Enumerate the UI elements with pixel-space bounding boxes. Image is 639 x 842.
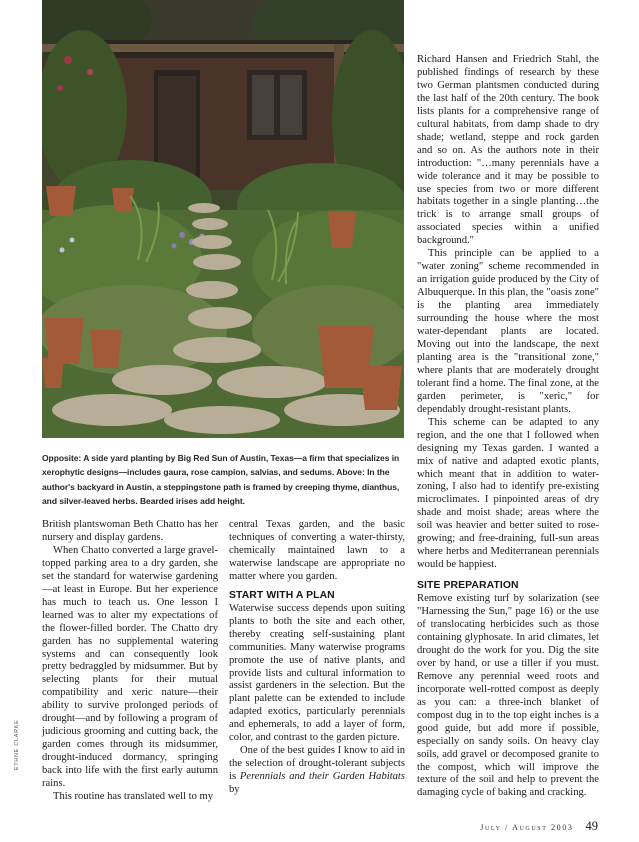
paragraph: When Chatto converted a large gravel-topped parking area to a dry garden, she set the standard for waterwise gardening—at least in Europe. But her experience has much to teach us. One lesson I learned was to alter my expectations of the flower-filled border. The Chatto dry garden has no supplemental watering systems and can consequently look pretty bedraggled by midsummer. But by selecting plants for their mutual compatibility and xeric nature—their ability to survive prolonged periods of drought—and by following a program of judicious grooming and cutting back, the garden comes through its midsummer, drought-induced dormancy, springing back into life with the first early autumn rains. — [42, 544, 218, 790]
garden-photo — [42, 0, 404, 438]
paragraph: Richard Hansen and Friedrich Stahl, the published findings of research by these two German plantsmen conducted during the last half of the 20th century. The book lists plants for a comprehensive range of cultural habitats, from damp shade to dry shade; wetland, steppe and rock garden and so on. As the authors note in their introduction: "…many perennials have a wide tolerance and it may be possible to use species from two or more different habitats together in a single planting…the trick is to arrange small groups of associated species within a unified background." — [417, 54, 599, 247]
text-span: by — [229, 784, 240, 796]
section-heading-start-with-a-plan: START WITH A PLAN — [229, 589, 335, 601]
paragraph: central Texas garden, and the basic techniques of converting a water-thirsty, chemically maintained lawn to a waterwise landscape are appropriate no matter where you garden. — [229, 519, 405, 582]
article-column-2 — [229, 519, 405, 797]
page-footer — [468, 817, 598, 835]
paragraph: Remove existing turf by solarization (see "Harnessing the Sun," page 16) or the use of translocating herbicides such as those containing glyphosate. In arid climates, let drought do the work for you. Dig the site over by hand, or use a tiller if you must. Remove any perennial weed roots and incorporate well-rotted compost as deeply as you can: a three-inch blanket of compost dug in to the top eight inches is a good guide, but add more if possible, especially on sandy soils. On heavy clay soils, add gravel or decomposed granite to the compost, which will improve the texture of the soil and help to prevent the damaging cycle of baking and cracking. — [417, 593, 599, 799]
text-span: One of the best guides I know to aid in the selection of drought-tolerant subjects is — [229, 745, 405, 783]
paragraph: Waterwise success depends upon suiting plants to both the site and each other, thereby creating self-sustaining plant communities. Many waterwise programs promote the use of native plants, and provide lists and cultural information to assist gardeners in the selection. But the plant palette can be extended to include adapted exotics, particularly perennials and ephemerals, to add a layer of form, color, and contrast to the garden picture. — [229, 602, 405, 744]
issue-date: July / August 2003 — [480, 823, 574, 832]
paragraph: This scheme can be adapted to any region, and the one that I followed when designing my Texas garden. I wanted a mix of native and adapted exotic plants, which meant that in addition to water-zoning, I also had to identify pre-existing microclimates. I pinpointed areas of dry shade and moist shade; areas where the soil was heavier and better suited to rose-growing; and free-draining, full-sun areas where herbs and Mediterranean perennials would be happiest. — [417, 416, 599, 571]
book-title: Perennials and their Garden Habitats — [239, 771, 406, 783]
section-heading-site-preparation: SITE PREPARATION — [417, 580, 519, 592]
page-number: 49 — [585, 819, 598, 833]
paragraph: This routine has translated well to my — [53, 791, 214, 803]
photo-credit: ETHNE CLARKE — [14, 719, 20, 770]
garden-photo-illustration — [42, 0, 404, 438]
paragraph: This principle can be applied to a "water zoning" scheme recommended in an irrigation guide produced by the City of Albuquerque. In this plan, the "oasis zone" is the planting area immediately surrounding the house where the most water-dependant plants are located. Moving out into the landscape, the next planting area is the "transitional zone," where plants that are moderately drought tolerant find a home. The final zone, at the garden perimeter, is "xeric," for dependably drought-resistant plants. — [417, 248, 599, 415]
article-column-3 — [417, 54, 599, 800]
paragraph: British plantswoman Beth Chatto has her nursery and display gardens. — [42, 519, 218, 543]
article-column-1 — [42, 519, 218, 804]
paragraph — [229, 745, 405, 797]
photo-caption: Opposite: A side yard planting by Big Red Sun of Austin, Texas—a firm that specializes in xerophytic designs—includes gaura, rose campion, salvias, and sedums. Above: In the author's backyard in Austin, a steppingstone path is framed by creeping thyme, dianthus, and silver-leaved herbs. Bearded irises add height. — [42, 453, 400, 507]
